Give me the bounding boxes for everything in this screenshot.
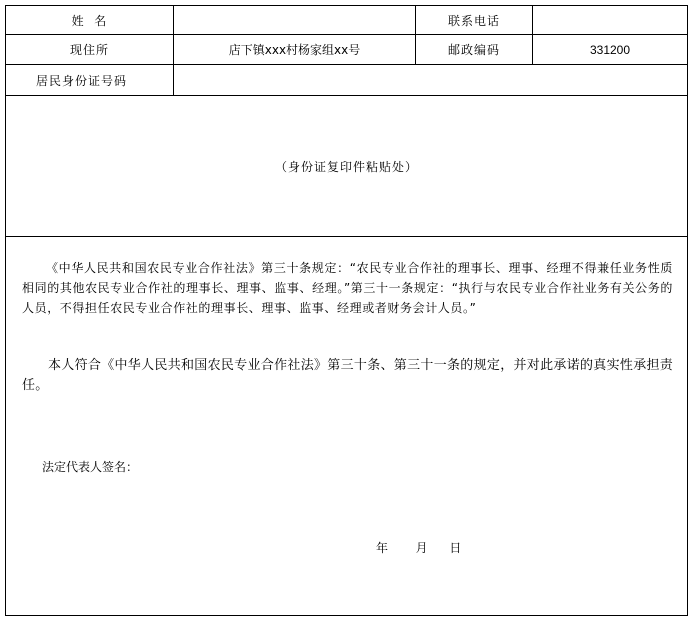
id-number-field[interactable] xyxy=(174,65,687,95)
phone-field[interactable] xyxy=(533,6,687,34)
id-copy-paste-area xyxy=(6,96,687,236)
date-day-label: 日 xyxy=(449,541,462,555)
postcode-field[interactable] xyxy=(533,35,687,64)
address-value: 店下镇xxx村杨家组xx号 xyxy=(228,43,361,57)
id-number-label xyxy=(6,65,173,95)
id-copy-paste-label: （身份证复印件粘贴处） xyxy=(274,159,418,174)
date-line xyxy=(376,539,461,556)
address-field[interactable] xyxy=(174,35,415,64)
name-field[interactable] xyxy=(174,6,415,34)
name-label xyxy=(6,6,173,34)
section-divider xyxy=(6,236,687,237)
postcode-value: 331200 xyxy=(589,42,631,57)
person-info-form xyxy=(5,5,688,616)
date-year-label: 年 xyxy=(376,541,389,555)
postcode-label xyxy=(416,35,532,64)
commitment-paragraph: 本人符合《中华人民共和国农民专业合作社法》第三十条、第三十一条的规定，并对此承诺的真实性承担责任。 xyxy=(22,358,673,393)
phone-label-text: 联系电话 xyxy=(447,13,500,28)
phone-label xyxy=(416,6,532,34)
signature-label: 法定代表人签名： xyxy=(42,460,139,474)
address-label xyxy=(6,35,173,64)
law-quote-paragraph: 《中华人民共和国农民专业合作社法》第三十条规定：“农民专业合作社的理事长、理事、经理不得兼任业务性质相同的其他农民专业合作社的理事长、理事、监事、经理。”第三十一条规定：“执行与农民专业合作社业务有关公务的人员，不得担任农民专业合作社的理事长、理事、监事、经理或者财务会计人员。” xyxy=(22,261,673,315)
address-label-text: 现住所 xyxy=(69,43,109,57)
date-month-label: 月 xyxy=(415,541,428,555)
name-label-text: 姓 名 xyxy=(71,13,108,28)
id-number-label-text: 居民身份证号码 xyxy=(36,73,128,88)
postcode-label-text: 邮政编码 xyxy=(447,43,500,57)
